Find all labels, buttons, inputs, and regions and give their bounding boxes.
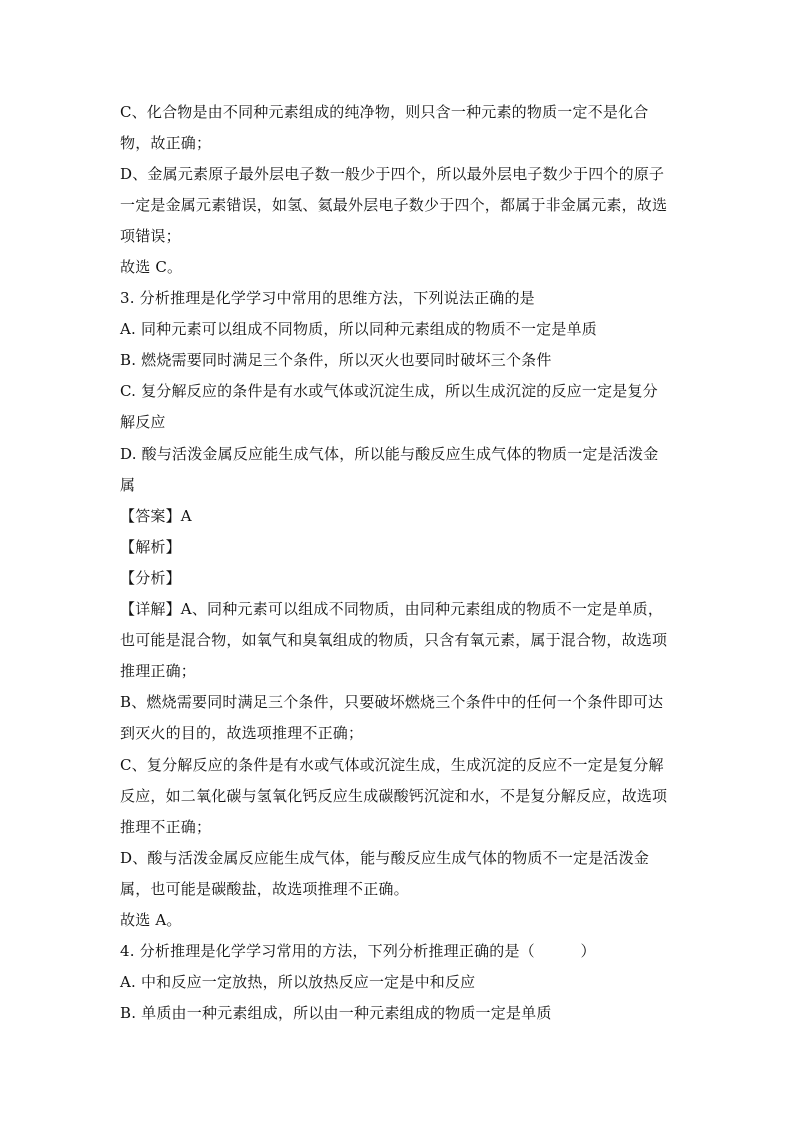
text-line: 也可能是混合物，如氧气和臭氧组成的物质，只含有氧元素，属于混合物，故选项	[120, 631, 668, 649]
text-line: 故选 C。	[120, 258, 183, 276]
detail-line: 【详解】A、同种元素可以组成不同物质，由同种元素组成的物质不一定是单质，	[120, 600, 664, 618]
option-d: D. 酸与活泼金属反应能生成气体，所以能与酸反应生成气体的物质一定是活泼金	[120, 445, 659, 463]
question-stem: 4. 分析推理是化学学习常用的方法，下列分析推理正确的是（ ）	[120, 942, 596, 960]
text-line: 到灭火的目的，故选项推理不正确；	[120, 724, 364, 742]
text-line: B、燃烧需要同时满足三个条件，只要破坏燃烧三个条件中的任何一个条件即可达	[120, 693, 664, 711]
text-line: 属，也可能是碳酸盐，故选项推理不正确。	[120, 880, 409, 898]
option-b: B. 燃烧需要同时满足三个条件，所以灭火也要同时破坏三个条件	[120, 351, 552, 369]
text-line: D、酸与活泼金属反应能生成气体，能与酸反应生成气体的物质不一定是活泼金	[120, 849, 650, 867]
text-line: C、化合物是由不同种元素组成的纯净物，则只含一种元素的物质一定不是化合	[120, 103, 649, 121]
text-line: 反应，如二氧化碳与氢氧化钙反应生成碳酸钙沉淀和水，不是复分解反应，故选项	[120, 787, 668, 805]
text-line: 项错误；	[120, 227, 181, 245]
fenxi-heading: 【分析】	[120, 569, 181, 587]
option-d-cont: 属	[120, 476, 136, 494]
text-line: 一定是金属元素错误，如氢、氦最外层电子数少于四个，都属于非金属元素，故选	[120, 196, 668, 214]
answer-line: 【答案】A	[120, 507, 192, 525]
option-c: C. 复分解反应的条件是有水或气体或沉淀生成，所以生成沉淀的反应一定是复分	[120, 382, 658, 400]
text-line: 推理不正确；	[120, 818, 212, 836]
analysis-heading: 【解析】	[120, 538, 181, 556]
option-b: B. 单质由一种元素组成，所以由一种元素组成的物质一定是单质	[120, 1004, 552, 1022]
text-line: C、复分解反应的条件是有水或气体或沉淀生成，生成沉淀的反应不一定是复分解	[120, 756, 664, 774]
question-stem: 3. 分析推理是化学学习中常用的思维方法，下列说法正确的是	[120, 289, 535, 307]
option-a: A. 同种元素可以组成不同物质，所以同种元素组成的物质不一定是单质	[120, 320, 597, 338]
option-c-cont: 解反应	[120, 413, 166, 431]
text-line: 推理正确；	[120, 662, 197, 680]
text-line: 物，故正确；	[120, 134, 212, 152]
text-line: 故选 A。	[120, 911, 182, 929]
option-a: A. 中和反应一定放热，所以放热反应一定是中和反应	[120, 973, 476, 991]
text-line: D、金属元素原子最外层电子数一般少于四个，所以最外层电子数少于四个的原子	[120, 165, 665, 183]
